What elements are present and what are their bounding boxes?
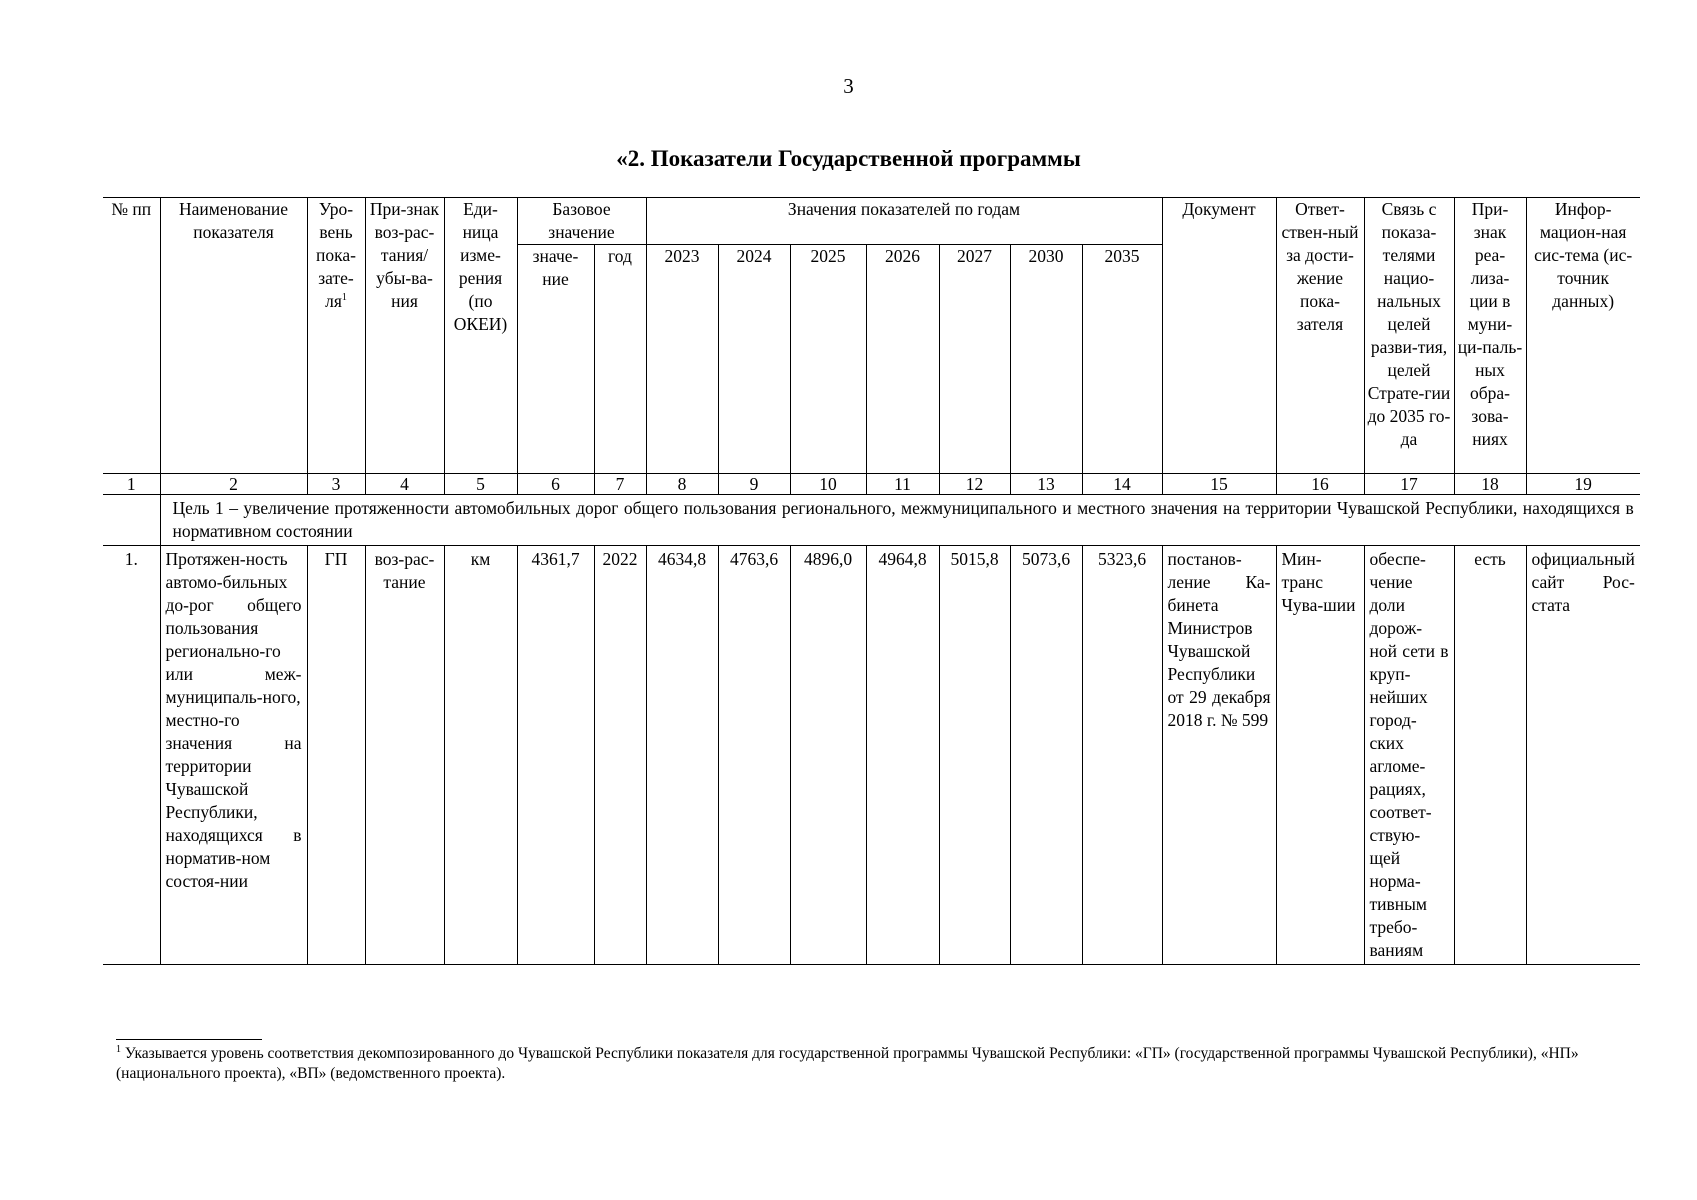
responsible-cell: Мин-транс Чува-шии [1276,546,1364,965]
header-base-group: Базовое значение [517,198,646,245]
year-value: 4634,8 [646,546,718,965]
base-year: 2022 [594,546,646,965]
header-years-group: Значения показателей по годам [646,198,1162,245]
column-number: 8 [646,474,718,495]
header-year: 2027 [939,245,1010,474]
header-year: 2026 [866,245,939,474]
indicator-level: ГП [307,546,365,965]
column-number: 5 [444,474,517,495]
year-value: 4763,6 [718,546,790,965]
column-number: 13 [1010,474,1082,495]
base-value: 4361,7 [517,546,594,965]
indicator-unit: км [444,546,517,965]
column-number: 10 [790,474,866,495]
municipal-sign-cell: есть [1454,546,1526,965]
column-number: 9 [718,474,790,495]
data-source-cell: официальный сайт Рос-стата [1526,546,1640,965]
header-year: 2025 [790,245,866,474]
year-value: 5015,8 [939,546,1010,965]
indicator-sign: воз-рас-тание [365,546,444,965]
column-number: 16 [1276,474,1364,495]
footnote-ref: 1 [341,292,347,304]
header-base-value: значе-ние [517,245,594,474]
indicators-table [103,197,1640,965]
goal-number-cell [103,495,160,546]
header-sign: При-знак воз-рас-тания/ убы-ва-ния [365,198,444,474]
header-year: 2030 [1010,245,1082,474]
footnote [116,1044,1591,1084]
column-number: 15 [1162,474,1276,495]
header-year: 2023 [646,245,718,474]
header-municipal: При-знак реа-лиза-ции в муни-ци-паль-ных обра-зова-ниях [1454,198,1526,474]
header-link: Связь с показа-телями нацио-нальных целей разви-тия, целей Страте-гии до 2035 го-да [1364,198,1454,474]
column-number: 17 [1364,474,1454,495]
header-document: Документ [1162,198,1276,474]
column-number-row [103,474,1640,495]
column-number: 14 [1082,474,1162,495]
column-number: 11 [866,474,939,495]
column-number: 1 [103,474,160,495]
year-value: 5073,6 [1010,546,1082,965]
header-unit: Еди-ница изме-рения (по ОКЕИ) [444,198,517,474]
section-title: «2. Показатели Государственной программы [616,146,1081,171]
column-number: 18 [1454,474,1526,495]
year-value: 5323,6 [1082,546,1162,965]
header-base-year: год [594,245,646,474]
national-goals-link-cell: обеспе-чение доли дорож-ной сети в круп-нейших город-ских агломе-рациях, соответ-ствую-щей норма-тивным требо-ваниям [1364,546,1454,965]
column-number: 6 [517,474,594,495]
header-year: 2035 [1082,245,1162,474]
column-number: 2 [160,474,307,495]
footnote-divider [116,1039,262,1040]
page-number: 3 [843,74,854,98]
footnote-mark: 1 [116,1043,121,1055]
column-number: 7 [594,474,646,495]
indicator-row [103,546,1640,965]
header-year: 2024 [718,245,790,474]
header-row-1 [103,198,1640,245]
header-name: Наименование показателя [160,198,307,474]
header-number: № пп [103,198,160,474]
column-number: 19 [1526,474,1640,495]
document-cell: постанов-ление Ка-бинета Министров Чувашской Республики от 29 декабря 2018 г. № 599 [1162,546,1276,965]
header-responsible: Ответ-ствен-ный за дости-жение пока-зателя [1276,198,1364,474]
column-number: 3 [307,474,365,495]
column-number: 4 [365,474,444,495]
year-value: 4896,0 [790,546,866,965]
header-level [307,198,365,474]
indicator-name: Протяжен-ность автомо-бильных до-рог общего пользования регионально-го или меж-муниципаль-ного, местно-го значения на территории Чувашской Республики, находящихся в норматив-ном состоя-нии [160,546,307,965]
footnote-text: Указывается уровень соответствия декомпозированного до Чувашской Республики показателя для государственной программы Чувашской Республики: «ГП» (государственной программы Чувашской Республики), «НП» (национального проекта), «ВП» (ведомственного проекта). [116,1045,1579,1082]
year-value: 4964,8 [866,546,939,965]
goal-row [103,495,1640,546]
goal-text: Цель 1 – увеличение протяженности автомобильных дорог общего пользования регионального, межмуниципального и местного значения на территории Чувашской Республики, находящихся в нормативном состоянии [160,495,1640,546]
row-number: 1. [103,546,160,965]
header-source: Инфор-мацион-ная сис-тема (ис-точник данных) [1526,198,1640,474]
column-number: 12 [939,474,1010,495]
header-level-text: Уро-вень пока-зате-ля [316,199,356,311]
